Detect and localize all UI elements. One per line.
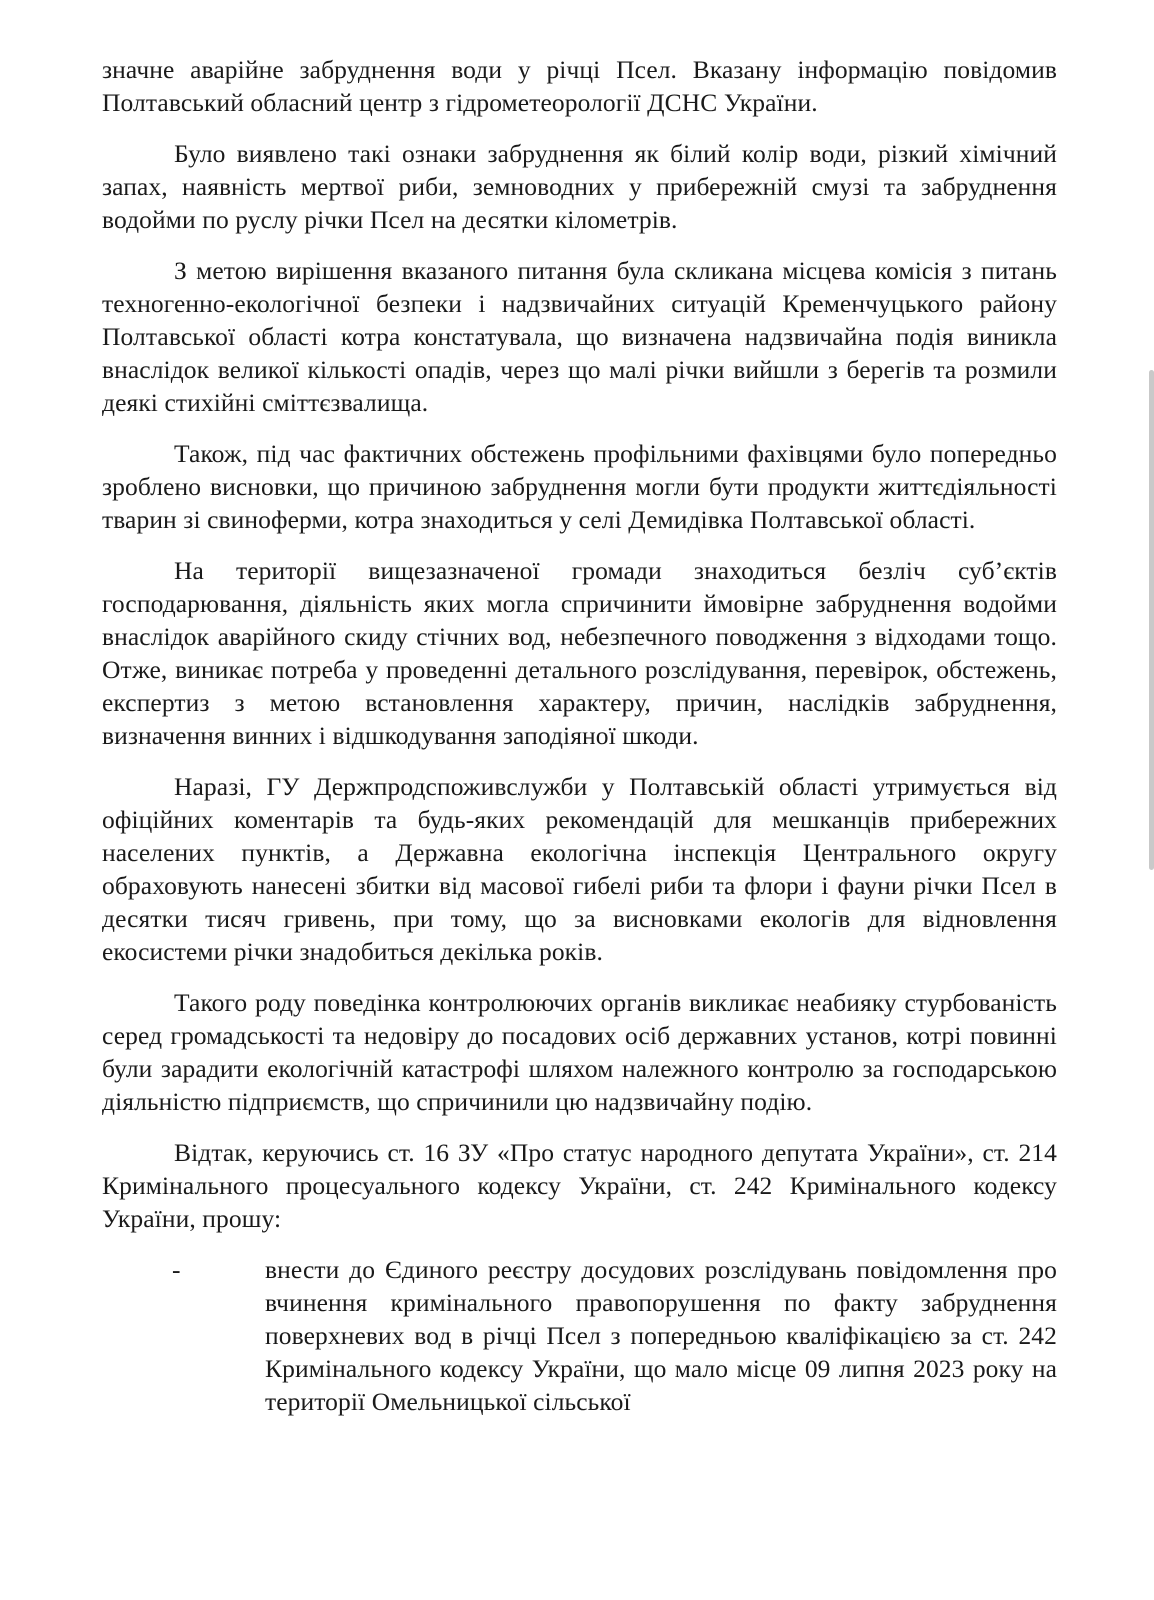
paragraph-authorities-response: Наразі, ГУ Держпродспоживслужби у Полтавській області утримується від офіційних коментарів та будь-яких рекомендацій для мешканців прибережних населених пунктів, а Державна екологічна інспекція Центрального округу обраховують нанесені збитки від масової гибелі риби та флори і фауни річки Псел в десятки тисяч гривень, при тому, що за висновками екологів для відновлення екосистеми річки знадобиться декілька років. — [102, 772, 1057, 966]
list-item-text: внести до Єдиного реєстру досудових розслідувань повідомлення про вчинення кримінального правопорушення по факту забруднення поверхневих вод в річці Псел з попередньою кваліфікацією за ст. 242 Кримінального кодексу України, що мало місце 09 липня 2023 року на території Омельницької сільської — [265, 1255, 1057, 1416]
paragraph-public-concern: Такого роду поведінка контролюючих органів викликає неабияку стурбованість серед громадськості та недовіру до посадових осіб державних установ, котрі повинні були зарадити екологічній катастрофі шляхом належного контролю за господарською діяльністю підприємств, що спричинили цю надзвичайну подію. — [102, 988, 1057, 1116]
paragraph-request: Відтак, керуючись ст. 16 ЗУ «Про статус народного депутата України», ст. 214 Кримінального процесуального кодексу України, ст. 242 Кримінального кодексу України, прошу: — [102, 1138, 1057, 1233]
scrollbar[interactable] — [1149, 370, 1154, 870]
document-page — [102, 53, 1057, 1418]
list-marker: - — [172, 1255, 181, 1284]
request-list — [102, 1253, 1057, 1418]
paragraph-commission: З метою вирішення вказаного питання була скликана місцева комісія з питань техногенно-екологічної безпеки і надзвичайних ситуацій Кременчуцького району Полтавської області котра констатувала, що визначена надзвичайна подія виникла внаслідок великої кількості опадів, через що малі річки вийшли з берегів та розмили деякі стихійні сміттєзвалища. — [102, 256, 1057, 417]
list-item — [102, 1253, 1057, 1418]
paragraph-inspection-findings: Також, під час фактичних обстежень профільними фахівцями було попередньо зроблено висновки, що причиною забруднення могли бути продукти життєдіяльності тварин зі свиноферми, котра знаходиться у селі Демидівка Полтавської області. — [102, 439, 1057, 534]
paragraph-business-entities: На території вищезазначеної громади знаходиться безліч суб’єктів господарювання, діяльність яких могла спричинити ймовірне забруднення водойми внаслідок аварійного скиду стічних вод, небезпечного поводження з відходами тощо. Отже, виникає потреба у проведенні детального розслідування, перевірок, обстежень, експертиз з метою встановлення характеру, причин, наслідків забруднення, визначення винних і відшкодування заподіяної шкоди. — [102, 556, 1057, 750]
paragraph-continuation: значне аварійне забруднення води у річці Псел. Вказану інформацію повідомив Полтавський обласний центр з гідрометеорології ДСНС України. — [102, 55, 1057, 117]
paragraph-pollution-signs: Було виявлено такі ознаки забруднення як білий колір води, різкий хімічний запах, наявність мертвої риби, земноводних у прибережній смузі та забруднення водойми по руслу річки Псел на десятки кілометрів. — [102, 139, 1057, 234]
